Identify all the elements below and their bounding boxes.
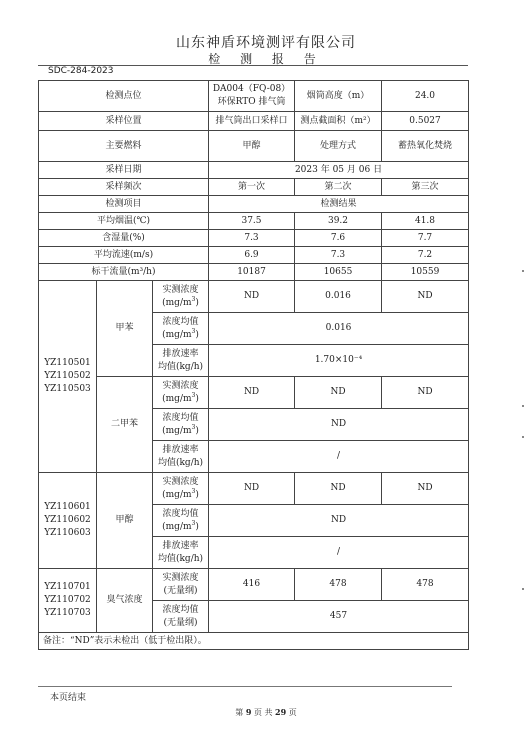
height-label: 烟筒高度（m） <box>295 81 382 112</box>
avg-value: ND <box>209 505 469 537</box>
avg-conc-label: 浓度均值 (无量纲) <box>153 601 209 633</box>
sample-code: YZ110701 <box>44 582 91 592</box>
page-suffix: 页 <box>288 708 297 717</box>
measured-value: ND <box>209 377 295 409</box>
test-results-table <box>38 80 469 650</box>
scan-mark <box>522 405 524 407</box>
sample-codes <box>39 281 97 473</box>
end-of-page-text: 本页结束 <box>50 693 87 703</box>
measured-value: ND <box>382 473 469 505</box>
company-name: 山东神盾环境测评有限公司 <box>176 35 356 51</box>
scan-mark <box>522 436 524 438</box>
sample-code: YZ110702 <box>44 595 91 605</box>
param-value: 6.9 <box>209 247 295 264</box>
treatment-value: 蓄热氧化焚烧 <box>382 131 469 162</box>
rate-value: / <box>209 537 469 569</box>
sample-position-label: 采样位置 <box>39 112 209 131</box>
param-value: 10187 <box>209 264 295 281</box>
param-label: 标干流量(m³/h) <box>39 264 209 281</box>
measured-conc-label: 实测浓度 $(mg/m^3)$ <box>153 473 209 505</box>
param-value: 7.3 <box>295 247 382 264</box>
avg-value: 0.016 <box>209 313 469 345</box>
sample-code: YZ110703 <box>44 608 91 618</box>
pollutant-name: 甲醇 <box>97 473 153 569</box>
rate-value: 1.70×10⁻⁴ <box>209 345 469 377</box>
param-value: 37.5 <box>209 213 295 230</box>
page-current: 9 <box>245 707 252 717</box>
page-number <box>0 707 532 718</box>
page-mid: 页 共 <box>253 708 273 717</box>
param-value: 41.8 <box>382 213 469 230</box>
pollutant-name: 二甲苯 <box>97 377 153 473</box>
emission-rate-label: 排放速率 均值(kg/h) <box>153 537 209 569</box>
date-value: 2023 年 05 月 06 日 <box>209 162 469 179</box>
measured-value: 478 <box>382 569 469 601</box>
point-label: 检测点位 <box>39 81 209 112</box>
pollutant-name: 臭气浓度 <box>97 569 153 633</box>
measured-conc-label: 实测浓度 $(mg/m^3)$ <box>153 377 209 409</box>
area-label: 测点截面积（m²） <box>295 112 382 131</box>
pollutant-name: 甲苯 <box>97 281 153 377</box>
point-value: DA004（FQ-08）环保RTO 排气筒 <box>209 81 295 112</box>
measured-conc-label: 实测浓度 (无量纲) <box>153 569 209 601</box>
treatment-label: 处理方式 <box>295 131 382 162</box>
measured-value: 0.016 <box>295 281 382 313</box>
date-label: 采样日期 <box>39 162 209 179</box>
measured-value: ND <box>382 281 469 313</box>
sample-code: YZ110603 <box>44 528 91 538</box>
avg-conc-label: 浓度均值 $(mg/m^3)$ <box>153 505 209 537</box>
fuel-label: 主要燃料 <box>39 131 209 162</box>
avg-value: ND <box>209 409 469 441</box>
frequency-1: 第一次 <box>209 179 295 196</box>
avg-conc-label: 浓度均值 $(mg/m^3)$ <box>153 409 209 441</box>
area-value: 0.5027 <box>382 112 469 131</box>
avg-value: 457 <box>209 601 469 633</box>
sample-code: YZ110503 <box>44 384 91 394</box>
height-value: 24.0 <box>382 81 469 112</box>
param-value: 7.7 <box>382 230 469 247</box>
param-value: 39.2 <box>295 213 382 230</box>
footer-rule <box>38 686 452 687</box>
measured-value: ND <box>209 473 295 505</box>
sample-position-value: 排气筒出口采样口 <box>209 112 295 131</box>
sample-code: YZ110602 <box>44 515 91 525</box>
measured-value: 416 <box>209 569 295 601</box>
frequency-3: 第三次 <box>382 179 469 196</box>
emission-rate-label: 排放速率 均值(kg/h) <box>153 441 209 473</box>
fuel-value: 甲醇 <box>209 131 295 162</box>
param-label: 平均烟温(℃) <box>39 213 209 230</box>
param-label: 平均流速(m/s) <box>39 247 209 264</box>
param-value: 10655 <box>295 264 382 281</box>
measured-value: ND <box>382 377 469 409</box>
measured-value: ND <box>209 281 295 313</box>
scan-mark <box>522 270 524 272</box>
frequency-label: 采样频次 <box>39 179 209 196</box>
frequency-2: 第二次 <box>295 179 382 196</box>
item-label: 检测项目 <box>39 196 209 213</box>
document-number: SDC-284-2023 <box>48 66 114 76</box>
scan-mark <box>522 588 524 590</box>
measured-value: ND <box>295 377 382 409</box>
result-label: 检测结果 <box>209 196 469 213</box>
sample-code: YZ110502 <box>44 371 91 381</box>
page-total: 29 <box>275 707 287 717</box>
rate-value: / <box>209 441 469 473</box>
sample-codes <box>39 473 97 569</box>
param-value: 7.2 <box>382 247 469 264</box>
sample-code: YZ110601 <box>44 502 91 512</box>
param-value: 10559 <box>382 264 469 281</box>
param-value: 7.3 <box>209 230 295 247</box>
page-prefix: 第 <box>235 708 244 717</box>
document-title: 检 测 报 告 <box>208 52 324 66</box>
measured-value: ND <box>295 473 382 505</box>
param-value: 7.6 <box>295 230 382 247</box>
emission-rate-label: 排放速率 均值(kg/h) <box>153 345 209 377</box>
sample-codes <box>39 569 97 633</box>
param-label: 含湿量(%) <box>39 230 209 247</box>
avg-conc-label: 浓度均值 $(mg/m^3)$ <box>153 313 209 345</box>
remark: 备注：“ND”表示未检出（低于检出限）。 <box>39 633 469 650</box>
sample-code: YZ110501 <box>44 358 91 368</box>
measured-conc-label: 实测浓度 $(mg/m^3)$ <box>153 281 209 313</box>
measured-value: 478 <box>295 569 382 601</box>
